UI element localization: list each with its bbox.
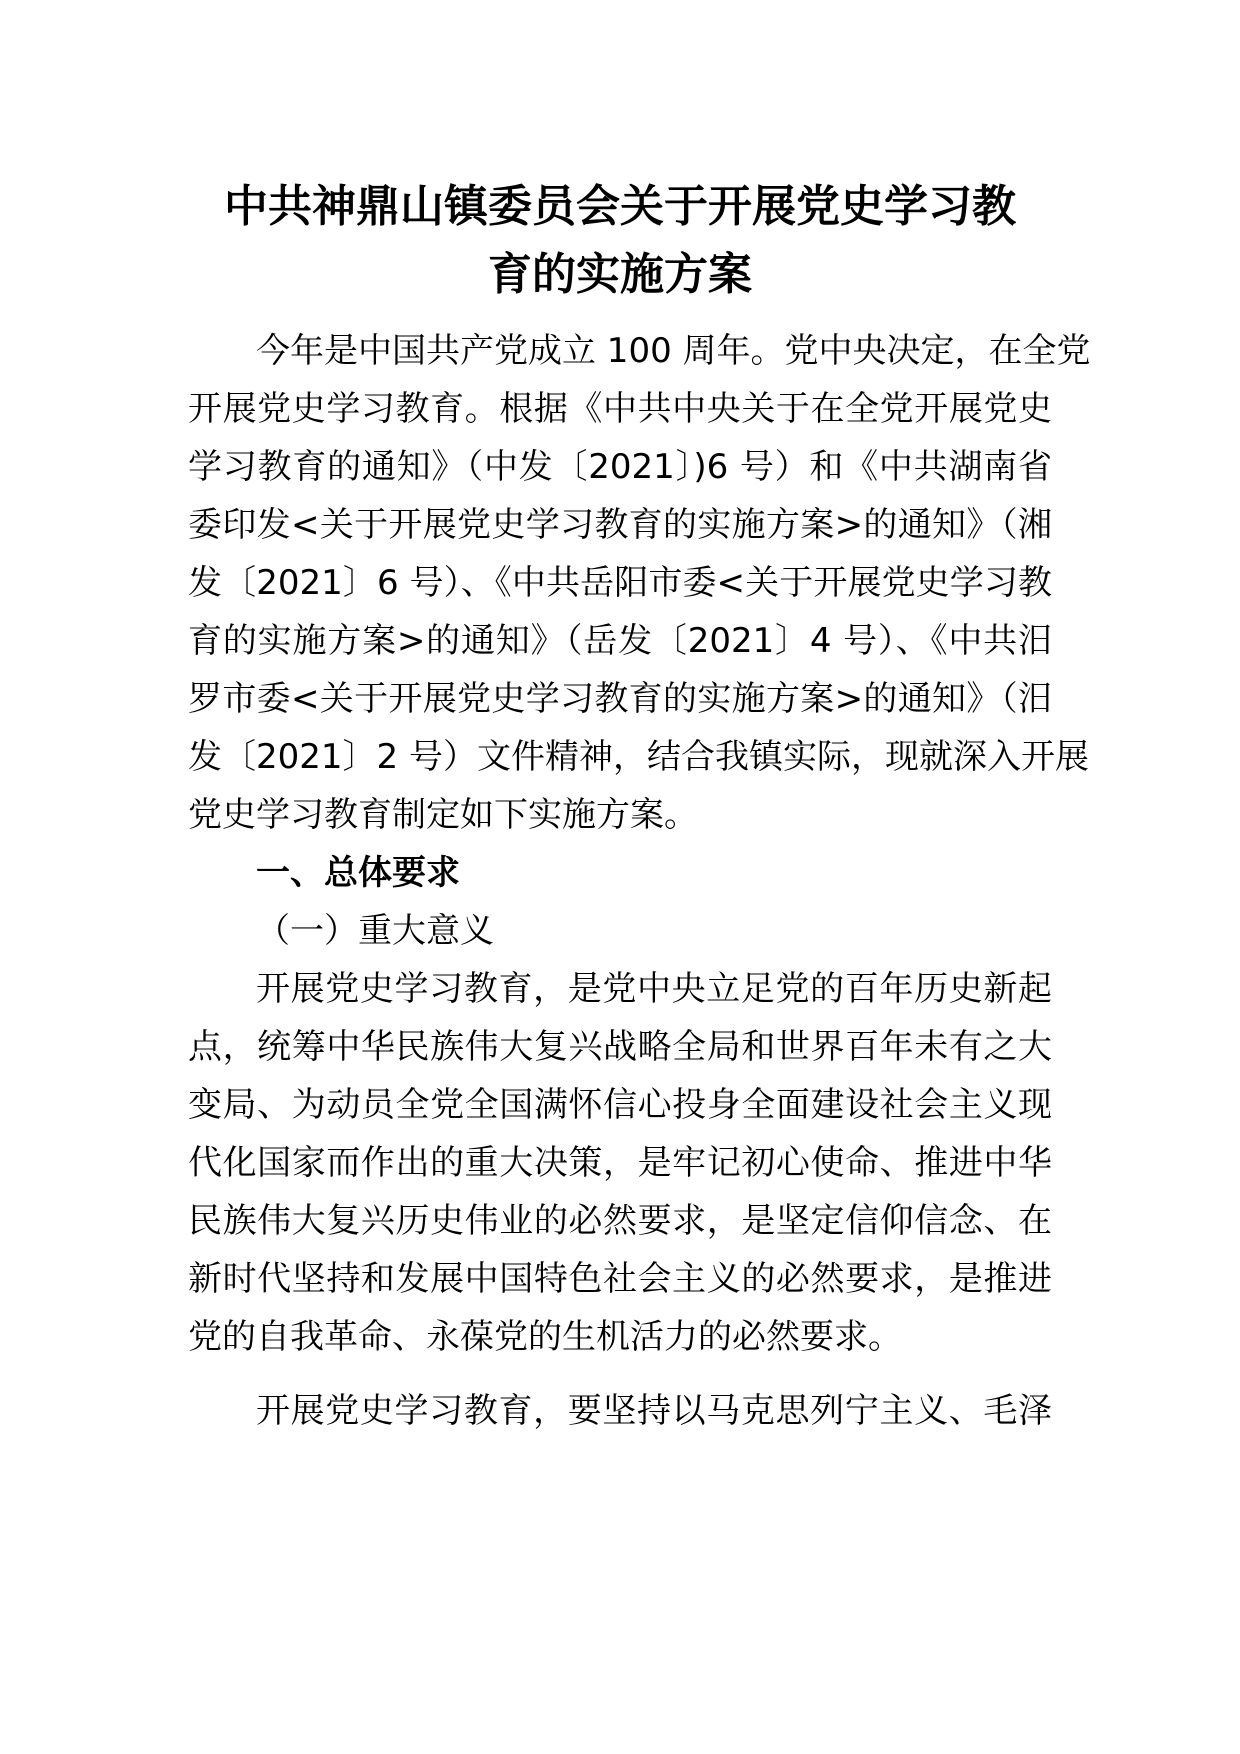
document-title-line-2: 育的实施方案 bbox=[488, 249, 752, 300]
paragraph-1-line-3: 学习教育的通知》（中发〔2021〕)6 号）和《中共湖南省 bbox=[188, 447, 1052, 487]
paragraph-1-line-4: 委印发<关于开展党史学习教育的实施方案>的通知》（湘 bbox=[188, 505, 1052, 545]
paragraph-3-line-1: 开展党史学习教育，要坚持以马克思列宁主义、毛泽 bbox=[256, 1391, 1052, 1431]
paragraph-2-line-3: 变局、为动员全党全国满怀信心投身全面建设社会主义现 bbox=[188, 1085, 1052, 1125]
paragraph-1-line-1: 今年是中国共产党成立 100 周年。党中央决定，在全党 bbox=[256, 331, 1091, 371]
paragraph-2-line-6: 新时代坚持和发展中国特色社会主义的必然要求，是推进 bbox=[188, 1259, 1052, 1299]
paragraph-2-line-4: 代化国家而作出的重大决策，是牢记初心使命、推进中华 bbox=[188, 1143, 1052, 1183]
paragraph-1-line-2: 开展党史学习教育。根据《中共中央关于在全党开展党史 bbox=[188, 389, 1052, 429]
paragraph-2-line-2: 点，统筹中华民族伟大复兴战略全局和世界百年未有之大 bbox=[188, 1027, 1052, 1067]
paragraph-1-line-7: 罗市委<关于开展党史学习教育的实施方案>的通知》（汨 bbox=[188, 679, 1052, 719]
paragraph-1-line-6: 育的实施方案>的通知》（岳发〔2021〕4 号）、《中共汨 bbox=[188, 621, 1052, 661]
paragraph-2-line-5: 民族伟大复兴历史伟业的必然要求，是坚定信仰信念、在 bbox=[188, 1201, 1052, 1241]
section-heading: 一、总体要求 bbox=[256, 853, 460, 893]
paragraph-1-line-8: 发〔2021〕2 号）文件精神，结合我镇实际，现就深入开展 bbox=[188, 737, 1089, 777]
paragraph-1-line-9: 党史学习教育制定如下实施方案。 bbox=[188, 795, 698, 835]
subsection-heading: （一）重大意义 bbox=[256, 911, 494, 951]
paragraph-2-line-1: 开展党史学习教育，是党中央立足党的百年历史新起 bbox=[256, 969, 1052, 1009]
paragraph-1-line-5: 发〔2021〕6 号）、《中共岳阳市委<关于开展党史学习教 bbox=[188, 563, 1052, 603]
document-title-line-1: 中共神鼎山镇委员会关于开展党史学习教 bbox=[224, 181, 1016, 232]
paragraph-2-line-7: 党的自我革命、永葆党的生机活力的必然要求。 bbox=[188, 1317, 902, 1357]
